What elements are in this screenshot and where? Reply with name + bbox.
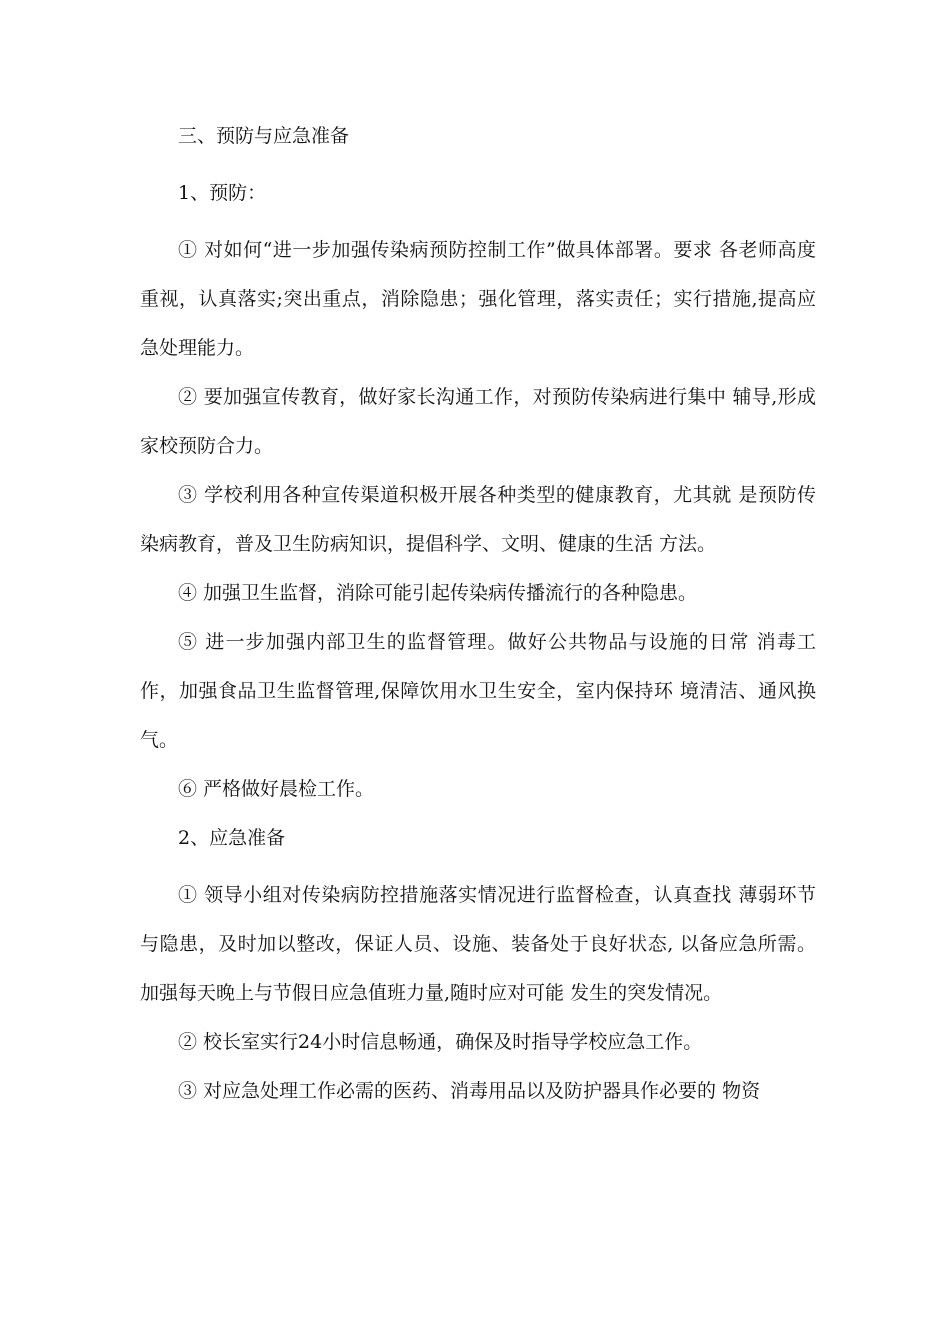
paragraph-item: ② 校长室实行24小时信息畅通，确保及时指导学校应急工作。 bbox=[178, 1031, 703, 1053]
paragraph-item: ① 领导小组对传染病防控措施落实情况进行监督检查，认真查找 薄弱环节与隐患，及时加以整改，保证人员、设施、装备处于良好状态, 以备应急所需。加强每天晚上与节假日应急值班力量,随时应对可能 发生的突发情况。 bbox=[140, 884, 816, 1004]
paragraph-item: ④ 加强卫生监督，消除可能引起传染病传播流行的各种隐患。 bbox=[178, 582, 698, 604]
paragraph-item: ⑤ 进一步加强内部卫生的监督管理。做好公共物品与设施的日常 消毒工作，加强食品卫生监督管理,保障饮用水卫生安全，室内保持环 境清洁、通风换气。 bbox=[140, 631, 816, 751]
paragraph-item: ② 要加强宣传教育，做好家长沟通工作，对预防传染病进行集中 辅导,形成家校预防合力。 bbox=[140, 386, 816, 457]
paragraph-item: ⑥ 严格做好晨检工作。 bbox=[178, 778, 375, 800]
document-body bbox=[140, 112, 816, 1116]
sub-heading-emergency-prep: 2、应急准备 bbox=[178, 827, 286, 849]
paragraph-item: ③ 学校利用各种宣传渠道积极开展各种类型的健康教育，尤其就 是预防传染病教育，普及卫生防病知识，提倡科学、文明、健康的生活 方法。 bbox=[140, 484, 816, 555]
sub-heading-prevention: 1、预防： bbox=[178, 182, 267, 204]
paragraph-item: ③ 对应急处理工作必需的医药、消毒用品以及防护器具作必要的 物资 bbox=[178, 1080, 761, 1102]
paragraph-item: ① 对如何“进一步加强传染病预防控制工作”做具体部署。要求 各老师高度重视，认真落实;突出重点，消除隐患；强化管理，落实责任；实行措施,提高应急处理能力。 bbox=[140, 239, 816, 359]
section-heading: 三、预防与应急准备 bbox=[178, 125, 350, 147]
